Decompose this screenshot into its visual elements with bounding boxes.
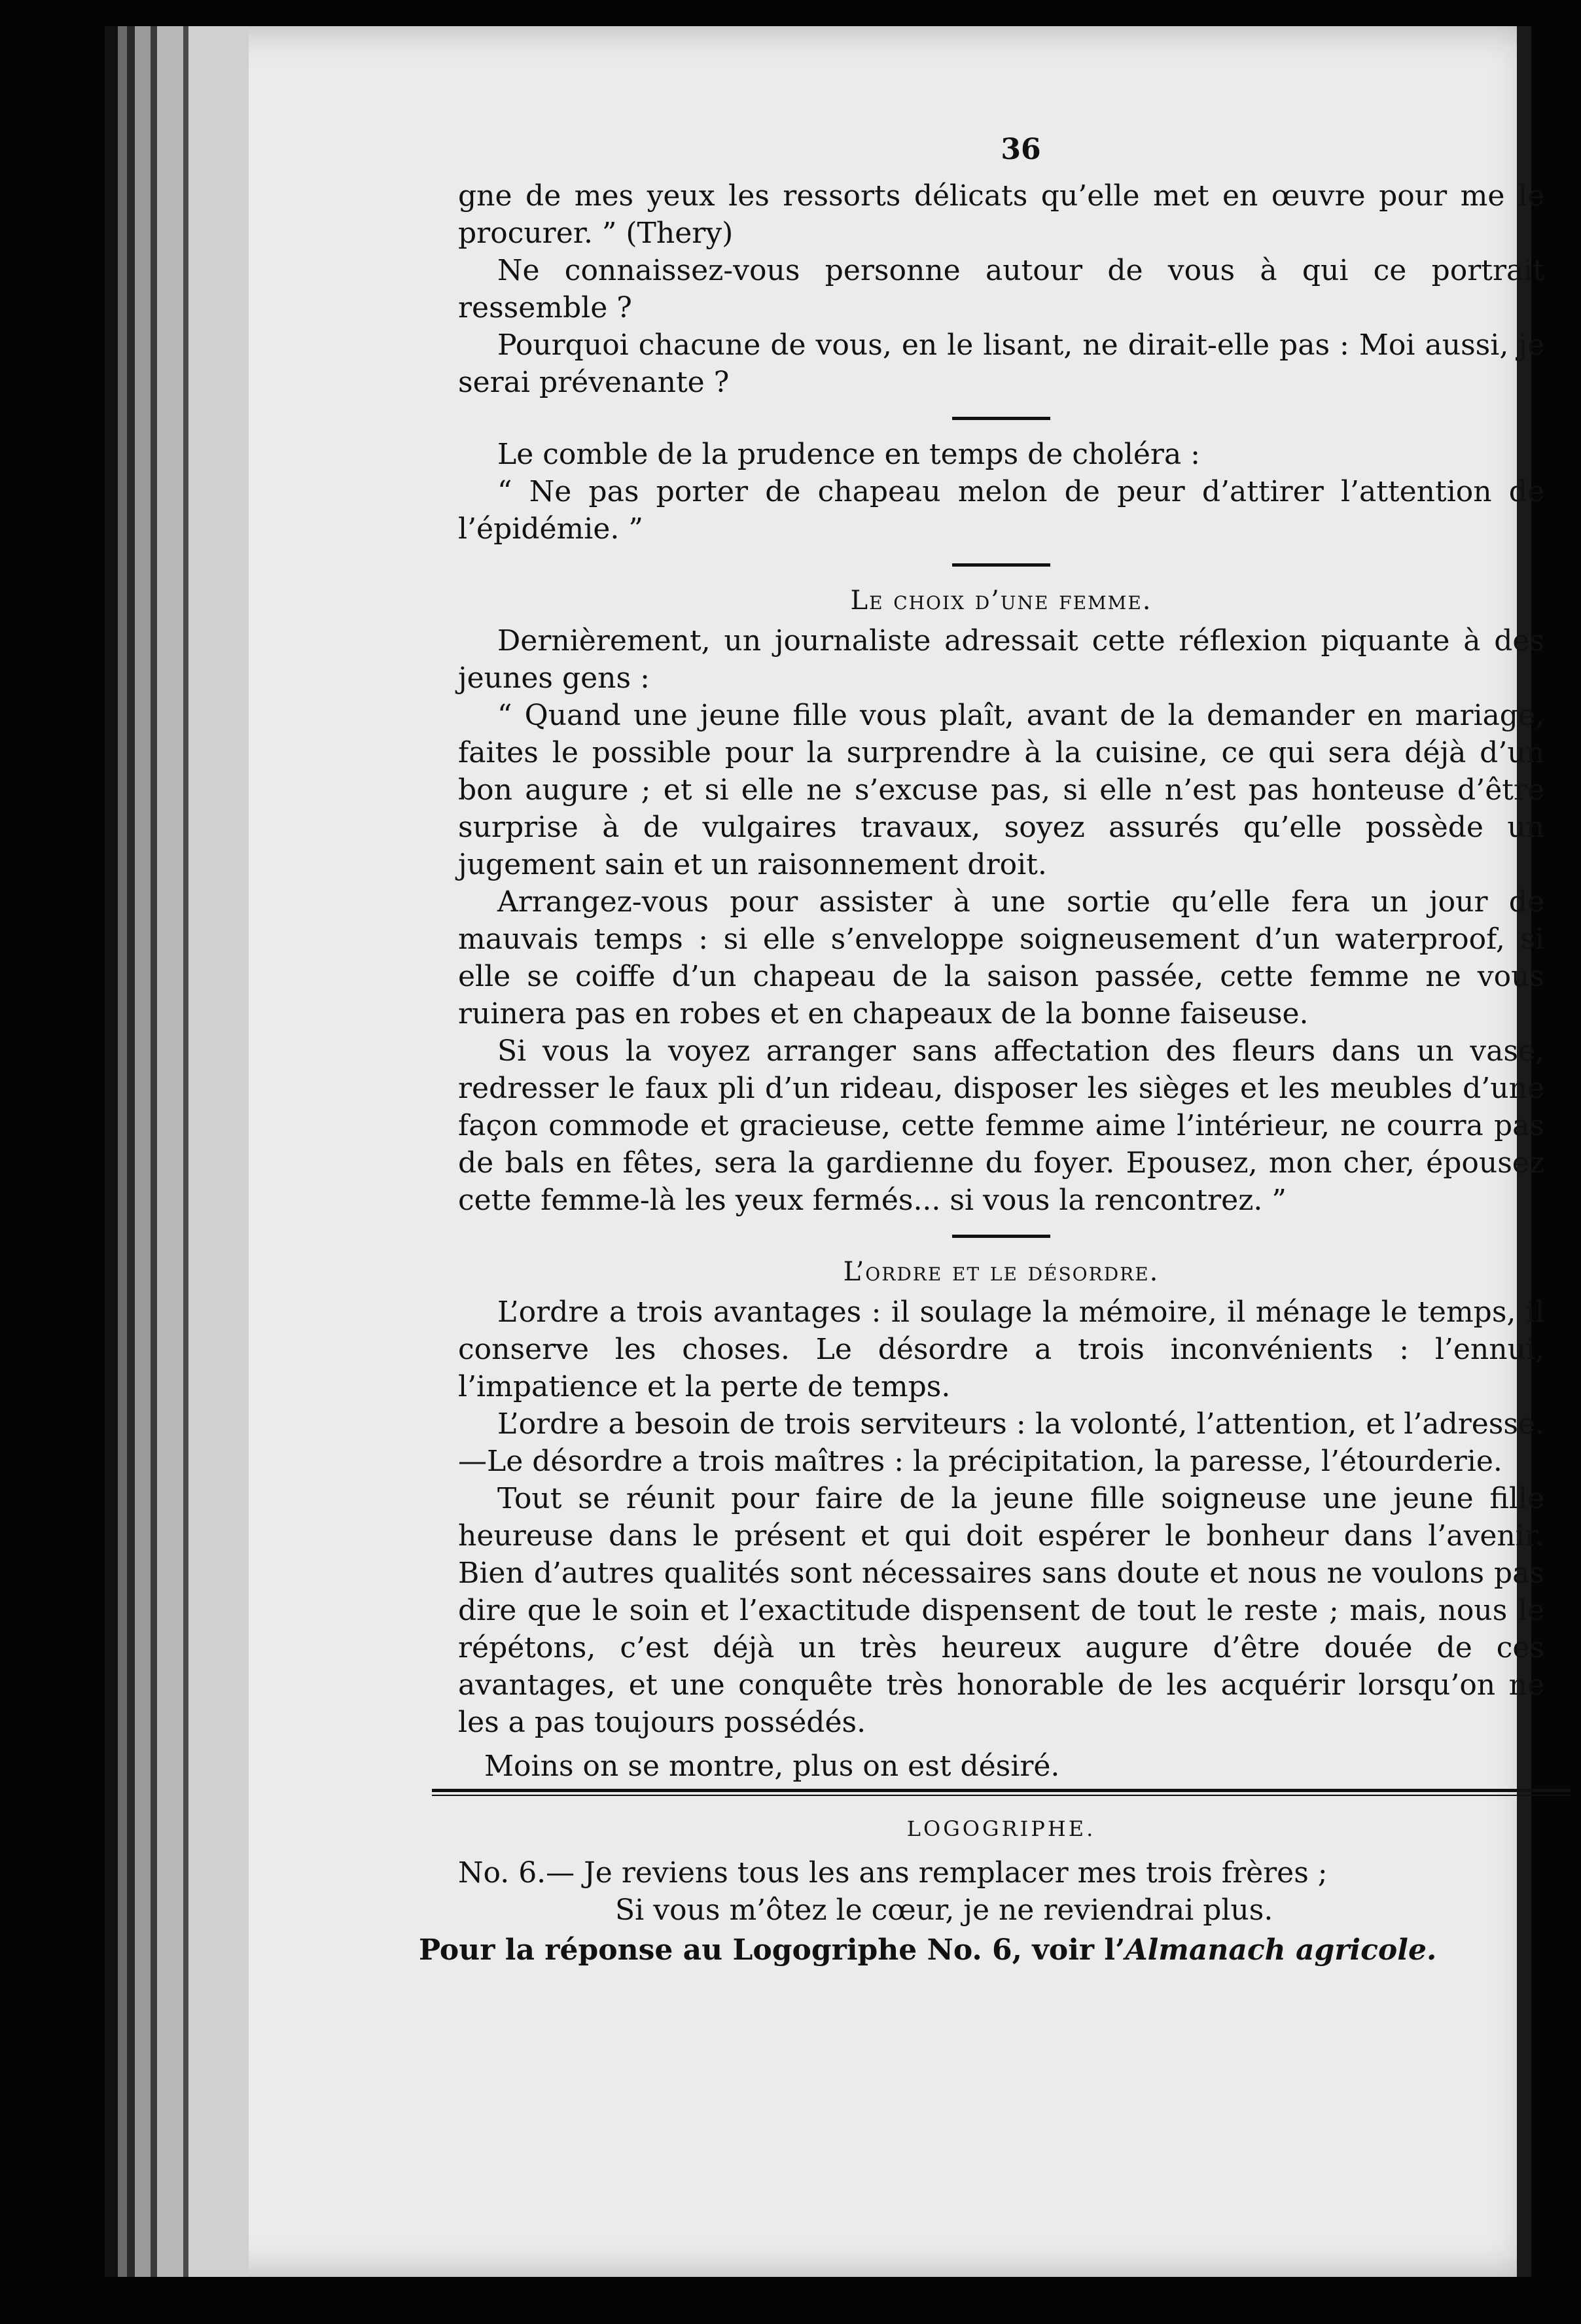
- separator-rule: [952, 1235, 1050, 1238]
- logogriphe-title: LOGOGRIPHE.: [906, 1816, 1096, 1841]
- section-title-choix: Le choix d’une femme.: [850, 586, 1152, 616]
- paragraph-top-1: gne de mes yeux les ressorts délicats qu’elle met en œuvre pour me le procurer. ” (Thery): [458, 179, 1544, 250]
- logogriphe-line-2: Si vous m’ôtez le cœur, je ne reviendrai plus.: [615, 1893, 1273, 1927]
- section1-paragraph: Dernièrement, un journaliste adressait cette réflexion piquante à des jeunes gens :: [458, 624, 1544, 695]
- logogriphe-line-1: No. 6.— Je reviens tous les ans remplacer mes trois frères ;: [458, 1856, 1328, 1890]
- book-page: [105, 26, 1544, 2277]
- section1-paragraph: “ Quand une jeune fille vous plaît, avant de la demander en mariage, faites le possible pour la surprendre à la cuisine, ce qui sera déjà d’un bon augure ; et si elle ne s’excuse pas, si elle n’est pas honteuse d’être surprise à de vulgaires travaux, soyez assurés qu’elle possède un jugement sain et un raisonnement droit.: [458, 699, 1544, 881]
- section1-paragraph: Arrangez-vous pour assister à une sortie qu’elle fera un jour de mauvais temps : si elle s’enveloppe soigneusement d’un waterproof, si elle se coiffe d’un chapeau de la saison passée, cette femme ne vous ruinera pas en robes et en chapeaux de la bonne faiseuse.: [458, 885, 1544, 1030]
- maxim: Moins on se montre, plus on est désiré.: [484, 1750, 1060, 1783]
- answer-reference: Almanach agricole.: [1125, 1933, 1437, 1967]
- section2-paragraph: Tout se réunit pour faire de la jeune fille soigneuse une jeune fille heureuse dans le présent et qui doit espérer le bonheur dans l’avenir. Bien d’autres qualités sont nécessaires sans doute et nous ne voulons pas dire que le soin et l’exactitude dispensent de tout le reste ; mais, nous le répétons, c’est déjà un très heureux augure d’être douée de ces avantages, et une conquête très honorable de les acquérir lorsqu’on ne les a pas toujours possédés.: [458, 1482, 1544, 1739]
- answer-prefix: Pour la réponse au Logogriphe No. 6, voir l’: [419, 1933, 1126, 1967]
- book-binding: [105, 26, 249, 2277]
- double-rule: [432, 1789, 1571, 1796]
- paragraph-top-3: Pourquoi chacune de vous, en le lisant, ne dirait-elle pas : Moi aussi, je serai prévenante ?: [458, 328, 1544, 399]
- section-title-ordre: L’ordre et le désordre.: [843, 1257, 1160, 1287]
- separator-rule: [952, 563, 1050, 567]
- page-text: [419, 131, 1544, 1969]
- section1-paragraph: Si vous la voyez arranger sans affectation des fleurs dans un vase, redresser le faux pli d’un rideau, disposer les sièges et les meubles d’une façon commode et gracieuse, cette femme aime l’intérieur, ne courra pas de bals en fêtes, sera la gardienne du foyer. Epousez, mon cher, épousez cette femme-là les yeux fermés... si vous la rencontrez. ”: [458, 1034, 1544, 1217]
- cholera-line-2: “ Ne pas porter de chapeau melon de peur d’attirer l’attention de l’épidémie. ”: [458, 475, 1544, 546]
- cholera-line-1: Le comble de la prudence en temps de choléra :: [497, 438, 1200, 471]
- logogriphe-answer: [419, 1931, 1544, 1969]
- separator-rule: [952, 417, 1050, 420]
- section2-paragraph: L’ordre a besoin de trois serviteurs : la volonté, l’attention, et l’adresse. —Le désordre a trois maîtres : la précipitation, la paresse, l’étourderie.: [458, 1407, 1544, 1478]
- page-number: 36: [1001, 133, 1041, 166]
- section2-paragraph: L’ordre a trois avantages : il soulage la mémoire, il ménage le temps, il conserve les choses. Le désordre a trois inconvénients : l’ennui, l’impatience et la perte de temps.: [458, 1295, 1544, 1403]
- paragraph-top-2: Ne connaissez-vous personne autour de vous à qui ce portrait ressemble ?: [458, 254, 1544, 325]
